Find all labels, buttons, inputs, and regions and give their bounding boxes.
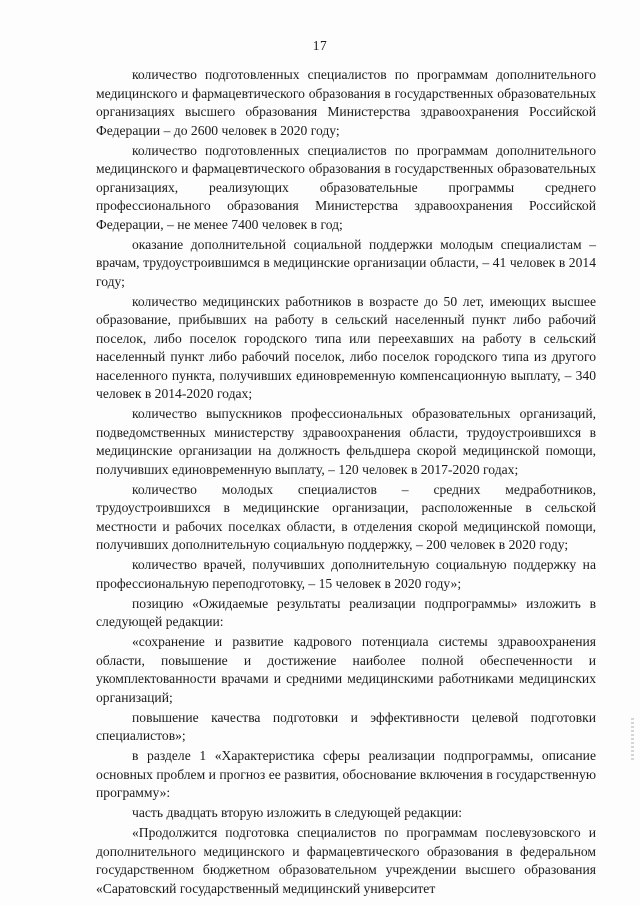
page-number: 17: [312, 38, 328, 53]
paragraph: количество подготовленных специалистов по программам дополнительного медицинского и фармацевтического образования в государственных образовательных организациях высшего образования Министерства здравоохранения Российской Федерации – до 2600 человек в 2020 году;: [96, 67, 596, 138]
paragraph: количество молодых специалистов – средних медработников, трудоустроившихся в медицинские организации, расположенные в сельской местности и рабочих поселках области, в отделения скорой медицинской помощи, получивших дополнительную социальную поддержку, – 200 человек в 2020 году;: [96, 481, 596, 552]
scan-margin-mark: [631, 718, 634, 760]
paragraph: часть двадцать вторую изложить в следующей редакции:: [132, 805, 463, 820]
paragraph: количество подготовленных специалистов по программам дополнительного медицинского и фармацевтического образования в государственных образовательных организациях, реализующих образовательные программы среднего профессионального образования Министерства здравоохранения Российской Федерации, – не менее 7400 человек в год;: [96, 142, 596, 232]
paragraph: позицию «Ожидаемые результаты реализации подпрограммы» изложить в следующей редакции:: [96, 595, 596, 629]
paragraph: в разделе 1 «Характеристика сферы реализации подпрограммы, описание основных проблем и прогноз ее развития, обоснование включения в государственную программу»:: [96, 748, 596, 800]
paragraph: количество выпускников профессиональных образовательных организаций, подведомственных министерству здравоохранения области, трудоустроившихся в медицинские организации на должность фельдшера скорой медицинской помощи, получивших единовременную выплату, – 120 человек в 2017-2020 годах;: [96, 406, 596, 477]
paragraph: «Продолжится подготовка специалистов по программам послевузовского и дополнительного медицинского и фармацевтического образования в федеральном государственном бюджетном образовательном учреждении высшего образования «Саратовский государственный медицинский университет: [96, 825, 596, 896]
document-body: [96, 66, 596, 898]
paragraph: «сохранение и развитие кадрового потенциала системы здравоохранения области, повышение и достижение наиболее полной обеспеченности и укомплектованности врачами и средними медицинскими работниками медицинских организаций;: [96, 634, 596, 705]
paragraph: оказание дополнительной социальной поддержки молодым специалистам – врачам, трудоустроившимся в медицинские организации области, – 41 человек в 2014 году;: [96, 236, 596, 289]
paragraph: повышение качества подготовки и эффективности целевой подготовки специалистов»;: [96, 709, 596, 743]
paragraph: количество врачей, получивших дополнительную социальную поддержку на профессиональную переподготовку, – 15 человек в 2020 году»;: [96, 557, 596, 591]
paragraph: количество медицинских работников в возрасте до 50 лет, имеющих высшее образование, прибывших на работу в сельский населенный пункт либо рабочий поселок, либо поселок городского типа или переехавших на работу в сельский населенный пункт либо рабочий поселок, либо поселок городского типа из другого населенного пункта, получивших единовременную компенсационную выплату, – 340 человек в 2014-2020 годах;: [96, 293, 596, 401]
